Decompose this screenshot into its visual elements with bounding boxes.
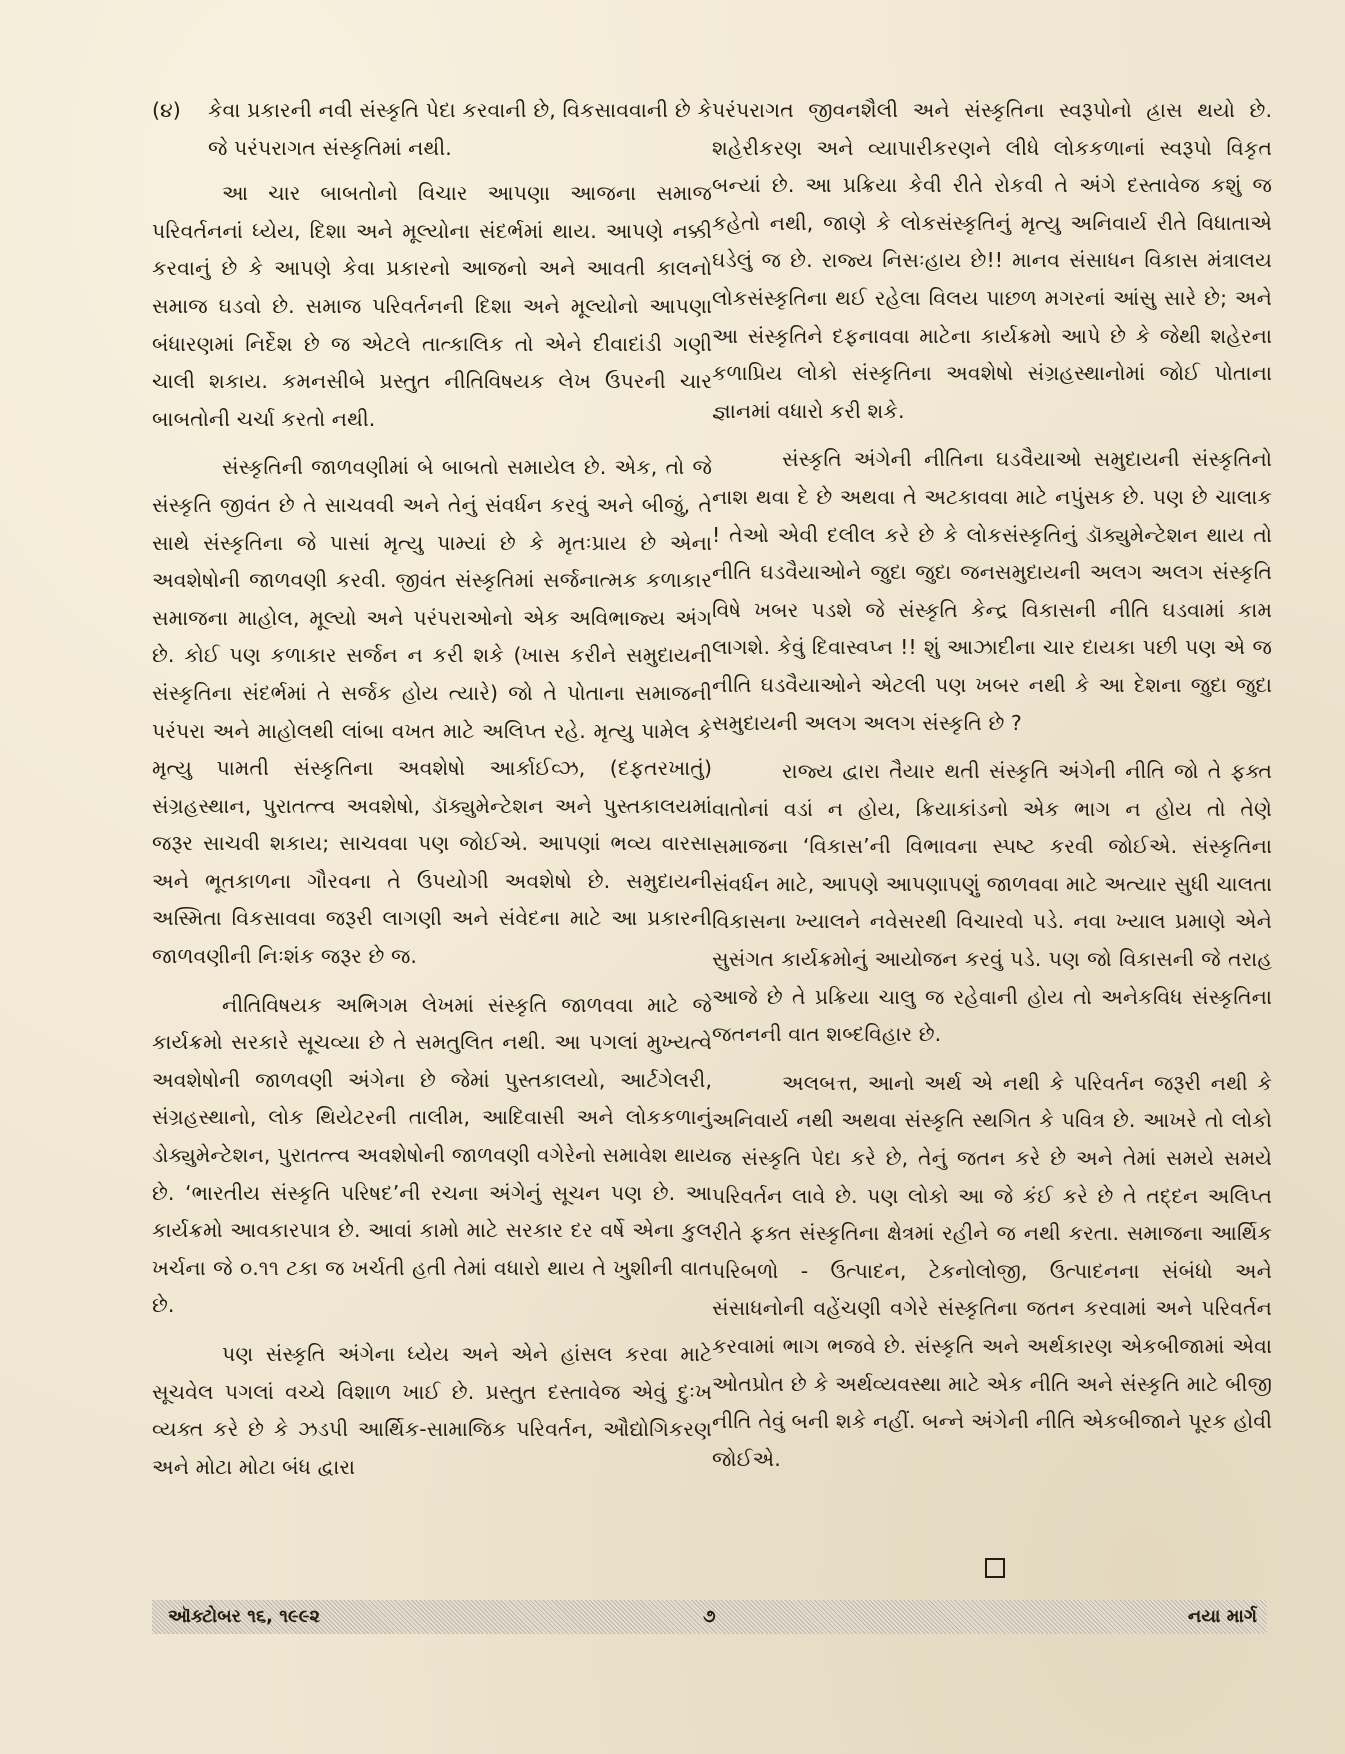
point-text: કેવા પ્રકારની નવી સંસ્કૃતિ પેદા કરવાની છે, વિકસાવવાની છે કે જે પરંપરાગત સંસ્કૃતિમાં નથી. [208, 98, 712, 160]
left-column [152, 92, 712, 1497]
paragraph: સંસ્કૃતિ અંગેની નીતિના ઘડવૈયાઓ સમુદાયની સંસ્કૃતિનો નાશ થવા દે છે અથવા તે અટકાવવા માટે નપુંસક છે. પણ છે ચાલાક ! તેઓ એવી દલીલ કરે છે કે લોકસંસ્કૃતિનું ડૉક્યુમેન્ટેશન થાય તો નીતિ ઘડવૈયાઓને જુદા જુદા જનસમુદાયની અલગ અલગ સંસ્કૃતિ વિષે ખબર પડશે જે સંસ્કૃતિ કેન્દ્ર વિકાસની નીતિ ઘડવામાં કામ લાગશે. કેવું દિવાસ્વપ્ન !! શું આઝાદીના ચાર દાયકા પછી પણ એ જ નીતિ ઘડવૈયાઓને એટલી પણ ખબર નથી કે આ દેશના જુદા જુદા સમુદાયની અલગ અલગ સંસ્કૃતિ છે ? [712, 447, 1272, 735]
numbered-point [152, 92, 712, 167]
paragraph: અલબત્ત, આનો અર્થ એ નથી કે પરિવર્તન જરૂરી નથી કે અનિવાર્ય નથી અથવા સંસ્કૃતિ સ્થગિત કે પવિત્ર છે. આખરે તો લોકો જ સંસ્કૃતિ પેદા કરે છે, તેનું જતન કરે છે અને તેમાં સમયે સમયે પરિવર્તન લાવે છે. પણ લોકો આ જે કંઈ કરે છે તે તદ્દન અલિપ્ત રીતે ફક્ત સંસ્કૃતિના ક્ષેત્રમાં રહીને જ નથી કરતા. સમાજના આર્થિક પરિબળો - ઉત્પાદન, ટેકનોલોજી, ઉત્પાદનના સંબંધો અને સંસાધનોની વહેંચણી વગેરે સંસ્કૃતિના જતન કરવામાં અને પરિવર્તન કરવામાં ભાગ ભજવે છે. સંસ્કૃતિ અને અર્થકારણ એકબીજામાં એવા ઓતપ્રોત છે કે અર્થવ્યવસ્થા માટે એક નીતિ અને સંસ્કૃતિ માટે બીજી નીતિ તેવું બની શકે નહીં. બન્ને અંગેની નીતિ એકબીજાને પૂરક હોવી જોઈએ. [712, 1070, 1272, 1471]
journal-name: નયા માર્ગ [1187, 1606, 1257, 1627]
paragraph: રાજ્ય દ્વારા તૈયાર થતી સંસ્કૃતિ અંગેની નીતિ જો તે ફક્ત વાતોનાં વડાં ન હોય, ક્રિયાકાંડનો એક ભાગ ન હોય તો તેણે સમાજના ‘વિકાસ’ની વિભાવના સ્પષ્ટ કરવી જોઈએ. સંસ્કૃતિના સંવર્ધન માટે, આપણે આપણાપણું જાળવવા માટે અત્યાર સુધી ચાલતા વિકાસના ખ્યાલને નવેસરથી વિચારવો પડે. નવા ખ્યાલ પ્રમાણે એને સુસંગત કાર્યક્રમોનું આયોજન કરવું પડે. પણ જો વિકાસની જે તરાહ આજે છે તે પ્રક્રિયા ચાલુ જ રહેવાની હોય તો અનેકવિધ સંસ્કૃતિના જતનની વાત શબ્દવિહાર છે. [712, 759, 1272, 1047]
paragraph: નીતિવિષયક અભિગમ લેખમાં સંસ્કૃતિ જાળવવા માટે જે કાર્યક્રમો સરકારે સૂચવ્યા છે તે સમતુલિત નથી. આ પગલાં મુખ્યત્વે અવશેષોની જાળવણી અંગેના છે જેમાં પુસ્તકાલયો, આર્ટગેલરી, સંગ્રહસ્થાનો, લોક થિયેટરની તાલીમ, આદિવાસી અને લોકકળાનું ડોક્યુમેન્ટેશન, પુરાતત્ત્વ અવશેષોની જાળવણી વગેરેનો સમાવેશ થાય છે. ‘ભારતીય સંસ્કૃતિ પરિષદ’ની રચના અંગેનું સૂચન પણ છે. આ કાર્યક્રમો આવકારપાત્ર છે. આવાં કામો માટે સરકાર દર વર્ષે એના કુલ ખર્ચના જે ૦.૧૧ ટકા જ ખર્ચતી હતી તેમાં વધારો થાય તે ખુશીની વાત છે. [152, 992, 712, 1318]
page-number: ૭ [703, 1606, 716, 1627]
right-column [712, 92, 1272, 1489]
point-number: (૪) [152, 98, 181, 122]
paragraph: સંસ્કૃતિની જાળવણીમાં બે બાબતો સમાયેલ છે. એક, તો જે સંસ્કૃતિ જીવંત છે તે સાચવવી અને તેનું સંવર્ધન કરવું અને બીજું, તે સાથે સંસ્કૃતિના જે પાસાં મૃત્યુ પામ્યાં છે કે મૃતઃપ્રાય છે એના અવશેષોની જાળવણી કરવી. જીવંત સંસ્કૃતિમાં સર્જનાત્મક કળાકાર સમાજના માહોલ, મૂલ્યો અને પરંપરાઓનો એક અવિભાજ્ય અંગ છે. કોઈ પણ કળાકાર સર્જન ન કરી શકે (ખાસ કરીને સમુદાયની સંસ્કૃતિના સંદર્ભમાં તે સર્જક હોય ત્યારે) જો તે પોતાના સમાજની પરંપરા અને માહોલથી લાંબા વખત માટે અલિપ્ત રહે. મૃત્યુ પામેલ કે મૃત્યુ પામતી સંસ્કૃતિના અવશેષો આર્કાઈવ્ઝ, (દફતરખાતું) સંગ્રહસ્થાન, પુરાતત્ત્વ અવશેષો, ડૉક્યુમેન્ટેશન અને પુસ્તકાલયમાં જરૂર સાચવી શકાય; સાચવવા પણ જોઈએ. આપણાં ભવ્ય વારસા અને ભૂતકાળના ગૌરવના તે ઉપયોગી અવશેષો છે. સમુદાયની અસ્મિતા વિકસાવવા જરૂરી લાગણી અને સંવેદના માટે આ પ્રકારની જાળવણીની નિઃશંક જરૂર છે જ. [152, 455, 712, 969]
end-of-article-square-icon [985, 1558, 1005, 1578]
issue-date: ઑક્ટોબર ૧૬, ૧૯૯૨ [168, 1606, 320, 1627]
paragraph-continuation: પરંપરાગત જીવનશૈલી અને સંસ્કૃતિના સ્વરૂપોનો હ્રાસ થયો છે. શહેરીકરણ અને વ્યાપારીકરણને લીધે લોકકળાનાં સ્વરૂપો વિકૃત બન્યાં છે. આ પ્રક્રિયા કેવી રીતે રોકવી તે અંગે દસ્તાવેજ કશું જ કહેતો નથી, જાણે કે લોકસંસ્કૃતિનું મૃત્યુ અનિવાર્ય રીતે વિધાતાએ ઘડેલું જ છે. રાજ્ય નિસઃહાય છે!! માનવ સંસાધન વિકાસ મંત્રાલય લોકસંસ્કૃતિના થઈ રહેલા વિલય પાછળ મગરનાં આંસુ સારે છે; અને આ સંસ્કૃતિને દફનાવવા માટેના કાર્યક્રમો આપે છે કે જેથી શહેરના કળાપ્રિય લોકો સંસ્કૃતિના અવશેષો સંગ્રહસ્થાનોમાં જોઈ પોતાના જ્ઞાનમાં વધારો કરી શકે. [712, 98, 1272, 423]
paragraph: પણ સંસ્કૃતિ અંગેના ધ્યેય અને એને હાંસલ કરવા માટે સૂચવેલ પગલાં વચ્ચે વિશાળ ખાઈ છે. પ્રસ્તુત દસ્તાવેજ એવું દુઃખ વ્યક્ત કરે છે કે ઝડપી આર્થિક-સામાજિક પરિવર્તન, ઔદ્યોગિકરણ અને મોટા મોટા બંધ દ્વારા [152, 1342, 712, 1479]
page-footer [152, 1600, 1267, 1634]
paragraph: આ ચાર બાબતોનો વિચાર આપણા આજના સમાજ પરિવર્તનનાં ધ્યેય, દિશા અને મૂલ્યોના સંદર્ભમાં થાય. આપણે નક્કી કરવાનું છે કે આપણે કેવા પ્રકારનો આજનો અને આવતી કાલનો સમાજ ઘડવો છે. સમાજ પરિવર્તનની દિશા અને મૂલ્યોનો આપણા બંધારણમાં નિર્દેશ છે જ એટલે તાત્કાલિક તો એને દીવાદાંડી ગણી ચાલી શકાય. કમનસીબે પ્રસ્તુત નીતિવિષયક લેખ ઉપરની ચાર બાબતોની ચર્ચા કરતો નથી. [152, 181, 712, 431]
